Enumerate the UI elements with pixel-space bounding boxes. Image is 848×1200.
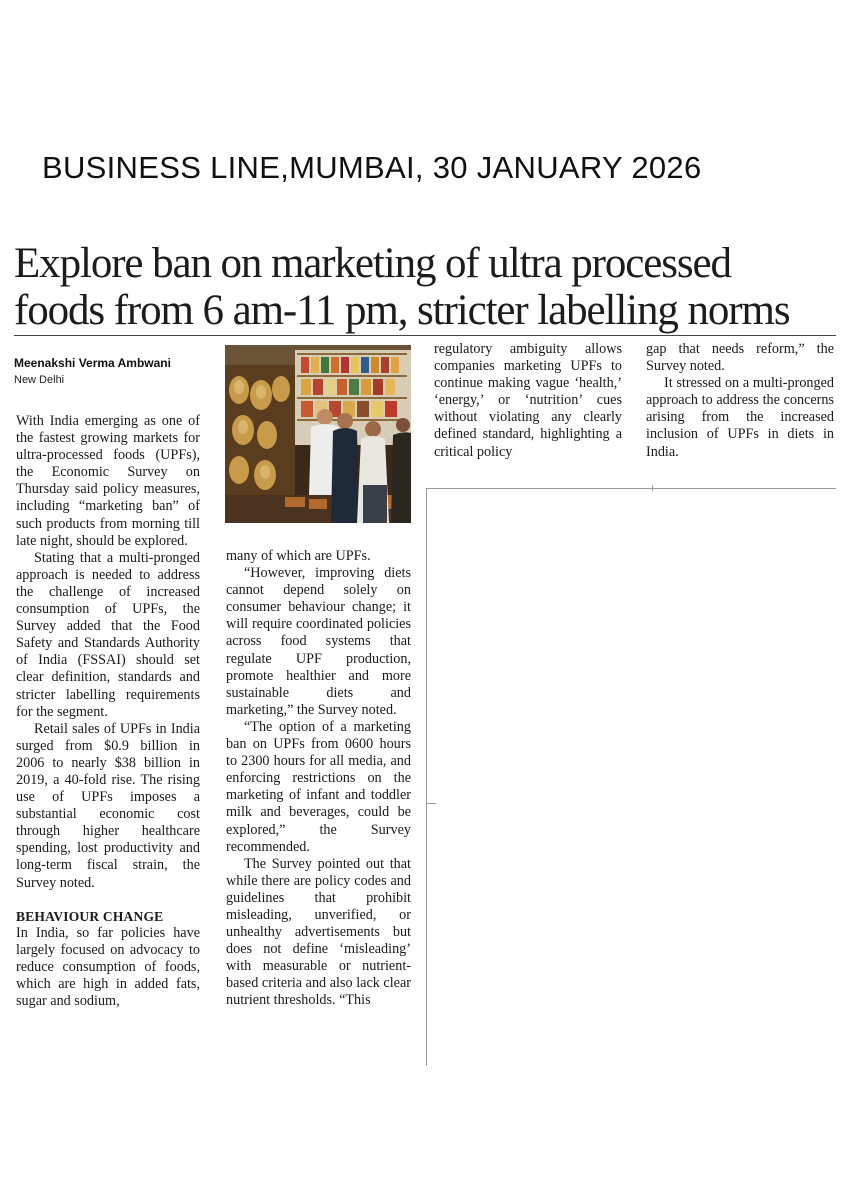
headline-line-2: foods from 6 am-11 pm, stricter labelling norms xyxy=(14,287,790,334)
byline: Meenakshi Verma Ambwani xyxy=(14,356,171,370)
clipping-border-left xyxy=(426,488,427,1066)
crop-mark xyxy=(426,803,436,804)
headline-rule xyxy=(14,335,836,336)
article-column-2 xyxy=(226,548,411,1010)
paragraph: In India, so far policies have largely focused on advocacy to reduce consumption of foods, which are high in added fats, sugar and sodium, xyxy=(16,924,200,1009)
subheading: BEHAVIOUR CHANGE xyxy=(16,908,164,924)
crop-mark xyxy=(652,485,653,491)
headline xyxy=(14,240,834,334)
headline-line-1: Explore ban on marketing of ultra processed xyxy=(14,240,731,287)
dateline-place: New Delhi xyxy=(14,374,65,386)
paragraph: Retail sales of UPFs in India surged from $0.9 billion in 2006 to nearly $38 billion in 2019, a 40-fold rise. The rising use of UPFs imposes a substantial economic cost through higher healthcare spending, lost productivity and long-term fiscal strain, the Survey noted. xyxy=(16,720,200,891)
article-column-4 xyxy=(646,341,834,461)
paragraph: regulatory ambiguity allows companies marketing UPFs to continue making vague ‘health,’ ‘energy,’ or ‘nutrition’ cues without violating any clearly defined standard, highlighting a critical policy xyxy=(434,341,622,460)
paragraph: many of which are UPFs. xyxy=(226,548,371,564)
paragraph: “However, improving diets cannot depend solely on consumer behaviour change; it will require coordinated policies across food systems that regulate UPF production, promote healthier and more sustainable diets and marketing,” the Survey noted. xyxy=(226,565,411,718)
dateline: BUSINESS LINE,MUMBAI, 30 JANUARY 2026 xyxy=(42,150,702,185)
paragraph: With India emerging as one of the fastest growing markets for ultra-processed foods (UPFs), the Economic Survey on Thursday said policy measures, including “marketing ban” of such products from morning till late night, should be explored. xyxy=(16,413,200,549)
paragraph: The Survey pointed out that while there are policy codes and guidelines that prohibit misleading, unverified, or unhealthy advertisements but does not define ‘misleading’ with measurable or nutrient-based criteria and also lack clear nutrient thresholds. “This xyxy=(226,855,411,1009)
store-shelves-illustration xyxy=(225,345,411,523)
article-column-1 xyxy=(16,413,200,1010)
clipping-border-top xyxy=(426,488,836,489)
paragraph: Stating that a multi-pronged approach is needed to address the challenge of increased consumption of UPFs, the Survey added that the Food Safety and Standards Authority of India (FSSAI) should set clear definition, standards and stricter labelling requirements for the segment. xyxy=(16,549,200,720)
paragraph: gap that needs reform,” the Survey noted. xyxy=(646,341,834,375)
paragraph: “The option of a marketing ban on UPFs from 0600 hours to 2300 hours for all media, and enforcing restrictions on the marketing of infant and toddler milk and beverages, could be explored,” the Survey recommended. xyxy=(226,718,411,855)
store-shelves-photo xyxy=(225,345,411,523)
article-column-3 xyxy=(434,341,622,461)
paragraph: It stressed on a multi-pronged approach to address the concerns arising from the increased inclusion of UPFs in diets in India. xyxy=(646,375,834,460)
